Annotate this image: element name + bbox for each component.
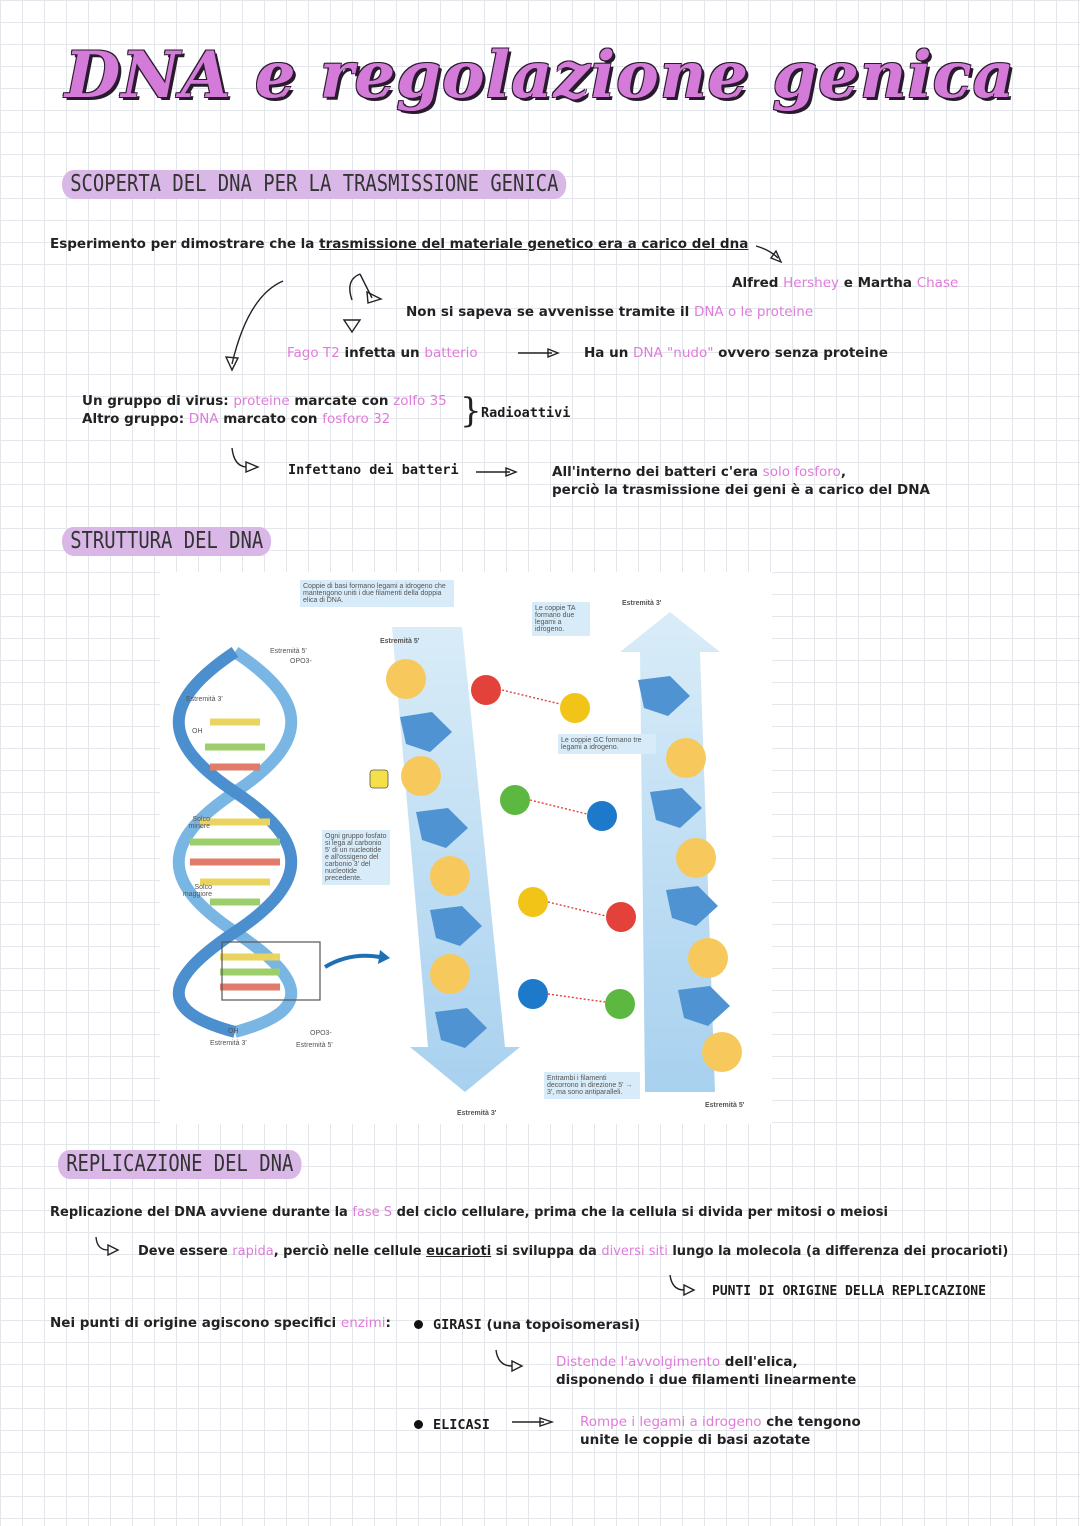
enzymes-pre: Nei punti di origine agiscono specifici [50, 1315, 341, 1331]
phage-name: Fago T2 [287, 345, 340, 361]
curly-brace: } [460, 391, 482, 431]
intro-text: Esperimento per dimostrare che la [50, 236, 320, 252]
author-chase: Chase [916, 275, 959, 291]
infect-line: Infettano dei batteri [288, 462, 459, 478]
arrow-infect [232, 448, 246, 467]
helix-opo-bottom: OPO3- [310, 1030, 332, 1037]
group1-sulfur: zolfo 35 [393, 393, 447, 409]
helix-opo-top: OPO3- [290, 658, 312, 665]
author-martha: e Martha [839, 275, 917, 291]
result-highlight: solo fosforo [762, 464, 841, 480]
naked-highlight: DNA "nudo" [633, 345, 714, 361]
enzymes-colon: : [385, 1315, 391, 1331]
helix-end5-bottom: Estremità 5' [296, 1042, 333, 1049]
rep1-post: del ciclo cellulare, prima che la cellula si divida per mitosi o meiosi [392, 1205, 888, 1220]
rep2-mid: , perciò nelle cellule [273, 1244, 427, 1259]
girasi-desc-highlight: Distende l'avvolgimento [556, 1354, 721, 1370]
arrow-rapid [96, 1237, 108, 1250]
naked-pre: Ha un [584, 345, 634, 361]
rep2-rapid: rapida [232, 1244, 274, 1259]
group2-dna: DNA [188, 411, 219, 427]
arrow-origins [670, 1275, 684, 1290]
label-minor-groove: Solco minore [188, 816, 210, 830]
helix-end3: Estremità 3' [186, 696, 223, 703]
label-end3-top: Estremità 3' [622, 600, 662, 607]
rep2-eukaryotes: eucarioti [426, 1244, 492, 1259]
unknown-highlight: DNA o le proteine [693, 304, 814, 320]
helix-end3-bottom: Estremità 3' [210, 1040, 247, 1047]
callout-base-pairs: Coppie di basi formano legami a idrogeno che mantengono uniti i due filamenti della doppia elica di DNA. [300, 580, 454, 607]
helix-oh-top: OH [192, 728, 203, 735]
elicasi-desc-highlight: Rompe i legami a idrogeno [580, 1414, 762, 1430]
intro-underlined: trasmissione del materiale genetico era a carico del dna [319, 236, 749, 252]
page-title: DNA e regolazione genica [64, 38, 1016, 113]
rep2-mid2: si sviluppa da [491, 1244, 602, 1259]
label-end5-top: Estremità 5' [380, 638, 420, 645]
label-end5-bottom: Estremità 5' [705, 1102, 745, 1109]
callout-ta: Le coppie TA formano due legami a idrogeno. [532, 602, 590, 636]
label-end3-bottom: Estremità 3' [457, 1110, 497, 1117]
naked-post: ovvero senza proteine [713, 345, 888, 361]
group2-pre: Altro gruppo: [82, 411, 189, 427]
phage-bacterium: batterio [424, 345, 478, 361]
radioactive-label: Radioattivi [481, 405, 571, 421]
elicasi-desc-post: che tengono [761, 1414, 861, 1430]
girasi-name: GIRASI [433, 1317, 482, 1333]
elicasi-desc2: unite le coppie di basi azotate [580, 1432, 811, 1448]
section-heading-structure: STRUTTURA DEL DNA [62, 527, 271, 556]
group1-proteins: proteine [233, 393, 290, 409]
enzymes-highlight: enzimi [340, 1315, 386, 1331]
rep2-sites: diversi siti [601, 1244, 668, 1259]
callout-phosphate: Ogni gruppo fosfato si lega al carbonio 5' di un nucleotide e all'ossigeno del carbonio 3' del nucleotide precedente. [322, 830, 390, 885]
girasi-desc-post: dell'elica, [720, 1354, 798, 1370]
rep2-pre: Deve essere [138, 1244, 233, 1259]
result-line2: perciò la trasmissione dei geni è a carico del DNA [552, 482, 930, 498]
result-comma: , [840, 464, 846, 480]
callout-gc: Le coppie GC formano tre legami a idrogeno. [558, 734, 656, 754]
label-major-groove: Solco maggiore [182, 884, 212, 898]
group2-mid: marcato con [218, 411, 323, 427]
author-hershey: Hershey [783, 275, 840, 291]
group1-pre: Un gruppo di virus: [82, 393, 234, 409]
result-pre: All'interno dei batteri c'era [552, 464, 763, 480]
arrow-girasi [496, 1350, 512, 1366]
girasi-desc2: disponendo i due filamenti linearmente [556, 1372, 857, 1388]
section-heading-replication: REPLICAZIONE DEL DNA [58, 1150, 302, 1179]
rep1-pre: Replicazione del DNA avviene durante la [50, 1205, 353, 1220]
phage-verb: infetta un [339, 345, 425, 361]
arrow-down-phage [350, 274, 360, 300]
section-heading-discovery: SCOPERTA DEL DNA PER LA TRASMISSIONE GENICA [62, 170, 567, 199]
rep1-phase: fase S [352, 1205, 393, 1220]
helix-oh-bottom: OH [228, 1028, 239, 1035]
girasi-note: (una topoisomerasi) [481, 1317, 641, 1333]
arrow-to-groups [232, 281, 283, 364]
group1-mid: marcate con [289, 393, 394, 409]
unknown-text: Non si sapeva se avvenisse tramite il [406, 304, 694, 320]
group2-phosphorus: fosforo 32 [322, 411, 391, 427]
origins-label: PUNTI DI ORIGINE DELLA REPLICAZIONE [712, 1284, 986, 1299]
author-alfred: Alfred [732, 275, 784, 291]
callout-antiparallel: Entrambi i filamenti decorrono in direzione 5' → 3', ma sono antiparalleli. [544, 1072, 640, 1099]
rep2-post: lungo la molecola (a differenza dei procarioti) [667, 1244, 1009, 1259]
elicasi-name: ELICASI [433, 1417, 490, 1433]
helix-end5: Estremità 5' [270, 648, 307, 655]
